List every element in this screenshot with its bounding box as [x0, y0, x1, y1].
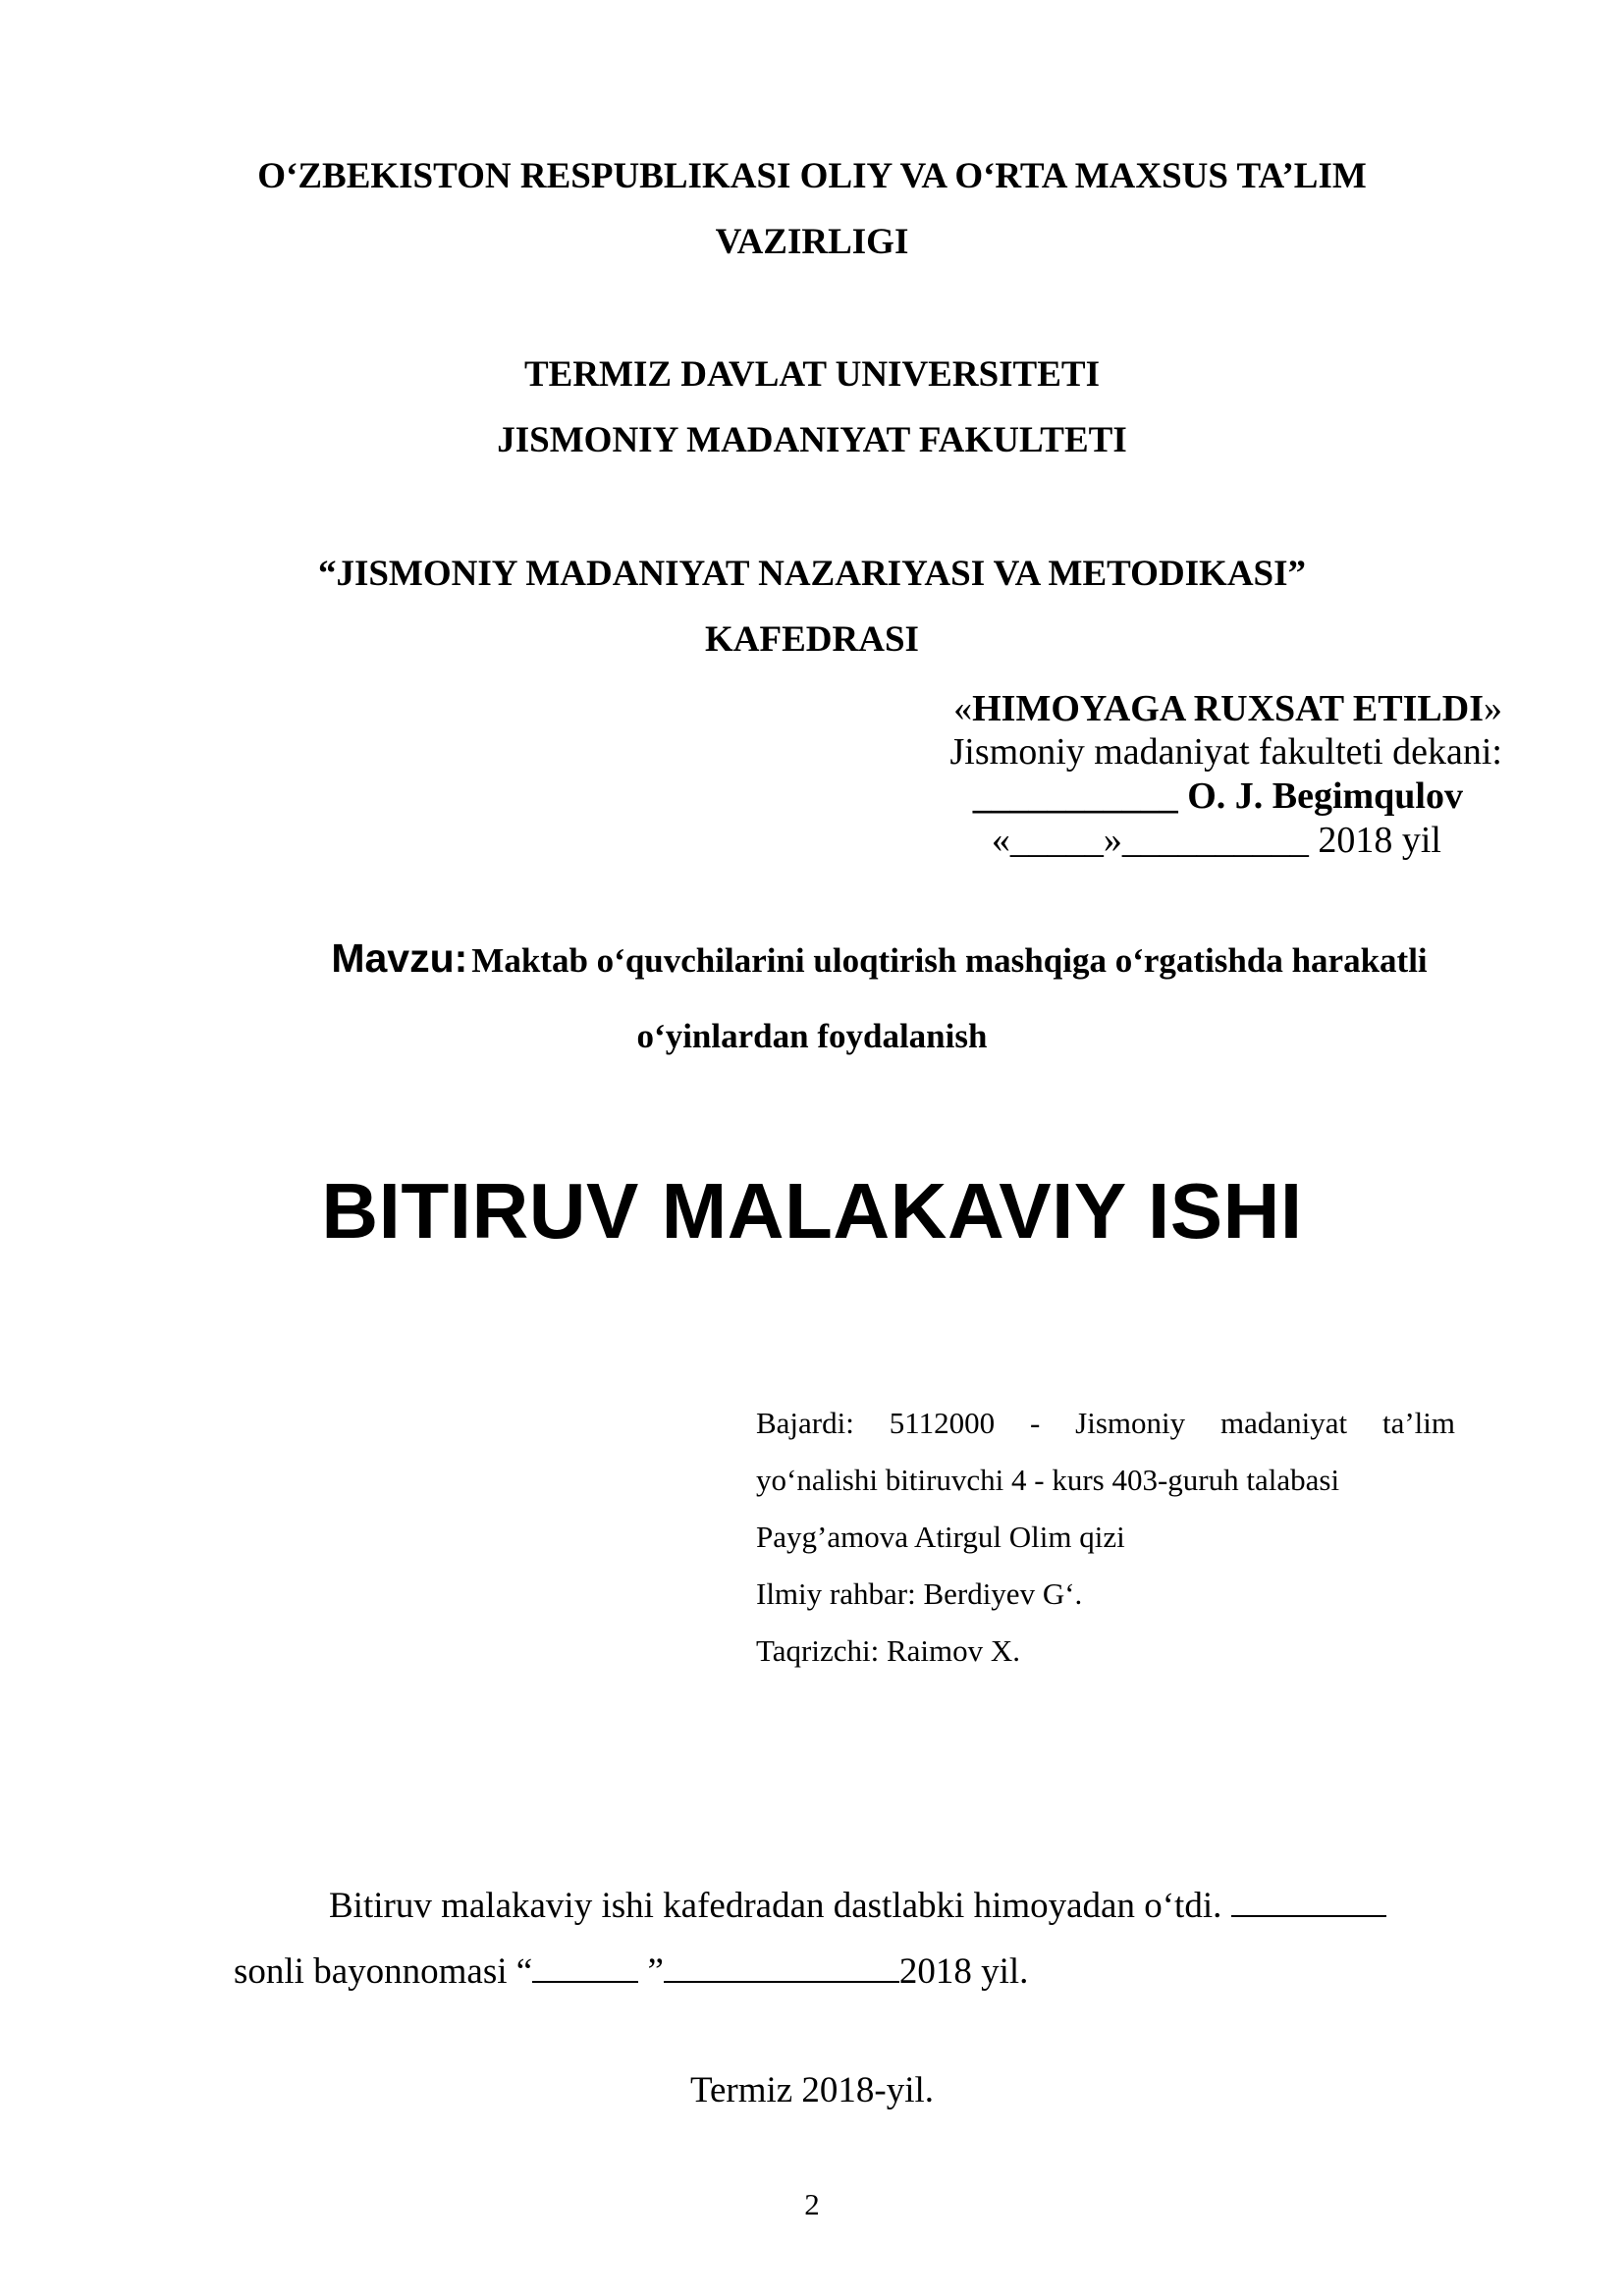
approval-day-blank: «_____» [991, 820, 1122, 861]
reviewer: Taqrizchi: Raimov X. [756, 1633, 1021, 1668]
approval-year: 2018 yil [1318, 820, 1441, 861]
document-title: BITIRUV MALAKAVIY ISHI [321, 1167, 1303, 1255]
protocol-number-blank [1231, 1915, 1386, 1917]
university-name: TERMIZ DAVLAT UNIVERSITETI [523, 354, 1100, 395]
protocol-quote-close: ” [638, 1951, 664, 1992]
dean-position: Jismoniy madaniyat fakulteti dekani: [949, 731, 1502, 773]
signature-blank: ___________ [972, 775, 1178, 817]
defense-line-1 [329, 1885, 1386, 1927]
approval-date [943, 819, 1441, 862]
defense-line-2 [234, 1950, 1028, 1993]
performer-line-2: yo‘nalishi bitiruvchi 4 - kurs 403-guruh talabasi [756, 1463, 1340, 1497]
place-year: Termiz 2018-yil. [689, 2070, 935, 2110]
student-name: Payg’amova Atirgul Olim qizi [756, 1520, 1125, 1554]
topic-line-1 [263, 935, 1495, 982]
approval-open-quote: « [953, 688, 973, 729]
page-number: 2 [804, 2187, 820, 2221]
department-line-1: “JISMONIY MADANIYAT NAZARIYASI VA METODIKASI” [317, 554, 1307, 594]
approval-close-quote: » [1484, 688, 1502, 729]
approval-stamp-text: HIMOYAGA RUXSAT ETILDI [972, 688, 1484, 729]
ministry-line-1: O‘ZBEKISTON RESPUBLIKASI OLIY VA O‘RTA MAXSUS TA’LIM [257, 156, 1367, 196]
department-line-2: KAFEDRASI [705, 619, 919, 660]
faculty-name: JISMONIY MADANIYAT FAKULTETI [497, 420, 1127, 460]
topic-text-line-1: Maktab o‘quvchilarini uloqtirish mashqiga o‘rgatishda harakatli [471, 941, 1428, 980]
topic-text-line-2: o‘yinlardan foydalanish [636, 1017, 988, 1055]
performer-line-1: Bajardi: 5112000 - Jismoniy madaniyat ta’lim [756, 1406, 1455, 1440]
defense-text: Bitiruv malakaviy ishi kafedradan dastlabki himoyadan o‘tdi. [329, 1886, 1222, 1926]
dean-signature-line [943, 774, 1463, 818]
protocol-month-blank [664, 1981, 899, 1983]
topic-label: Mavzu: [331, 935, 468, 981]
ministry-line-2: VAZIRLIGI [715, 222, 909, 262]
protocol-label: sonli bayonnomasi “ [234, 1951, 533, 1992]
dean-name: O. J. Begimqulov [1187, 775, 1463, 817]
approval-stamp [908, 687, 1502, 730]
supervisor: Ilmiy rahbar: Berdiyev G‘. [756, 1576, 1083, 1611]
approval-month-blank: __________ [1121, 820, 1309, 861]
protocol-year: 2018 yil. [898, 1951, 1029, 1992]
protocol-day-blank [532, 1981, 638, 1983]
